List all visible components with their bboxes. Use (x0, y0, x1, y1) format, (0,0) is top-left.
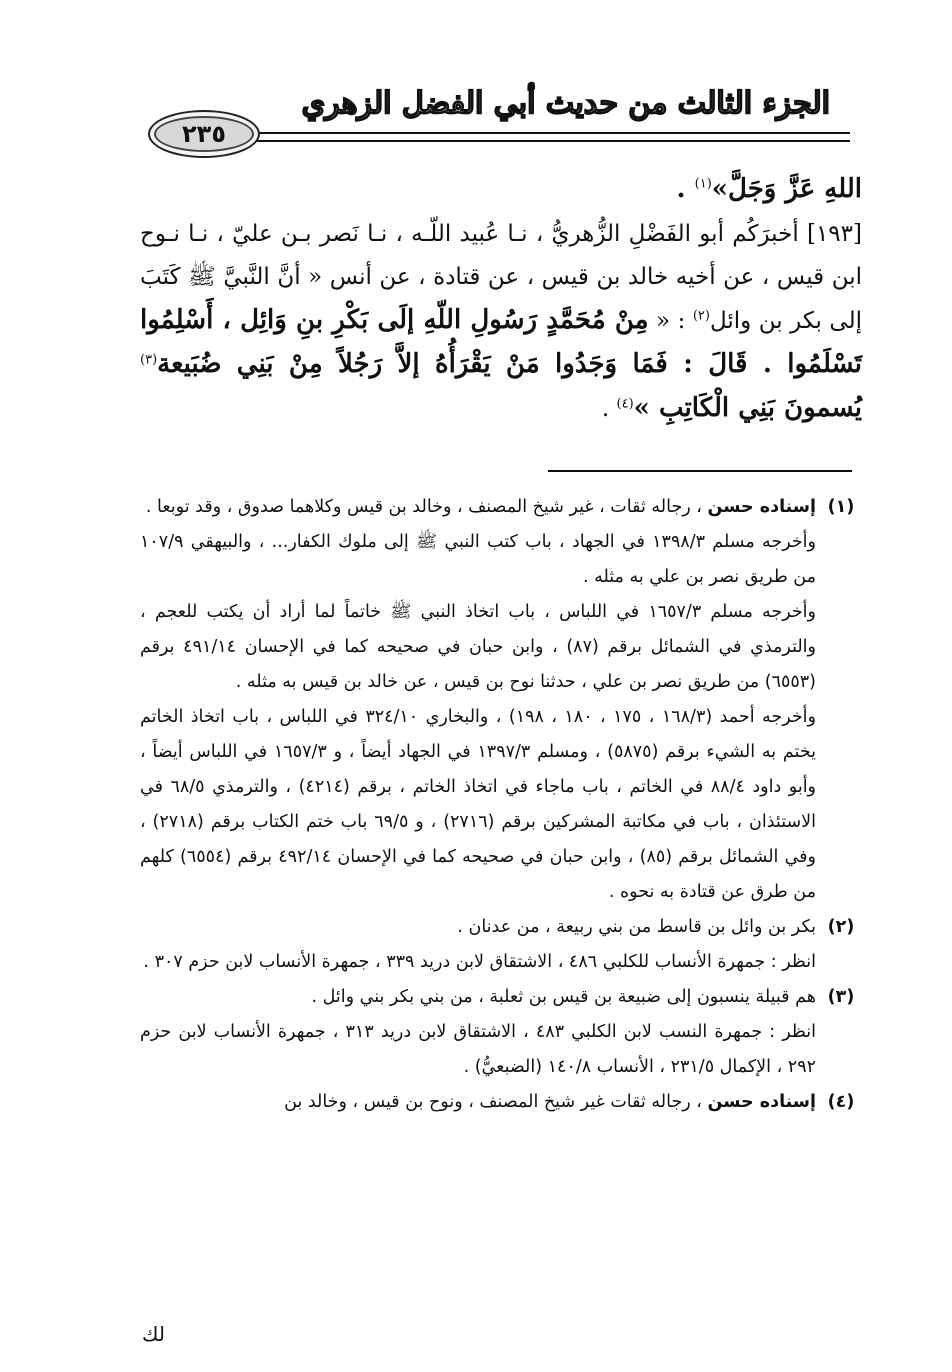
footnote-line (140, 1015, 816, 1085)
main-text (140, 168, 862, 431)
header-rule (200, 132, 850, 142)
footnote-text: انظر : جمهرة النسب لابن الكلبي ٤٨٣ ، الاشتقاق لابن دريد ٣١٣ ، جمهرة الأنساب لابن حزم ٢٩٢ ، الإكمال ٢٣١/٥ ، الأنساب ١٤٠/٨ (الضبعيُّ) . (140, 1022, 816, 1077)
matn-tail: يُسمونَ بَنِي الْكَاتِبِ » (633, 393, 862, 423)
footnote-text: وأخرجه أحمد (١٦٨/٣ ، ١٧٥ ، ١٨٠ ، ١٩٨) ، والبخاري ٣٢٤/١٠ في اللباس ، باب اتخاذ الخاتم يختم به الشيء برقم (٥٨٧٥) ، ومسلم ١٣٩٧/٣ في الجهاد أيضاً ، و ١٦٥٧/٣ في اللباس أيضاً ، وأبو داود ٨٨/٤ في الخاتم ، باب ماجاء في اتخاذ الخاتم ، برقم (٤٢١٤) ، والترمذي ٦٨/٥ في الاستئذان ، باب في مكاتبة المشركين برقم (٢٧١٦) ، و ٦٩/٥ باب ختم الكتاب برقم (٢٧١٨) ، وفي الشمائل برقم (٨٥) ، وابن حبان في صحيحه كما في الإحسان ٤٩٢/١٤ برقم (٦٥٥٤) كلهم من طرق عن قتادة به نحوه . (140, 707, 817, 902)
footnote-text: وأخرجه مسلم ١٦٥٧/٣ في اللباس ، باب اتخاذ النبي ﷺ خاتماً لما أراد أن يكتب للعجم ، والترمذي في الشمائل برقم (٨٧) ، وابن حبان في صحيحه كما في الإحسان ٤٩١/١٤ برقم (٦٥٥٣) من طريق نصر بن علي ، حدثنا نوح بن قيس ، عن خالد بن قيس به مثله . (140, 602, 816, 692)
footnote-line (140, 490, 816, 525)
footnote-line (140, 945, 816, 980)
footnote-divider (548, 470, 852, 472)
grade-label: إسناده حسن (707, 497, 816, 517)
running-header-title: الجزء الثالث من حديث أبي الفضل الزهري (301, 86, 830, 121)
footnote-line (140, 910, 816, 945)
punctuation: . (676, 174, 695, 204)
punctuation: . (601, 396, 617, 422)
footnote-text: ، رجاله ثقات ، غير شيخ المصنف ، وخالد بن قيس وكلاهما صدوق ، وقد توبعا . (145, 497, 708, 517)
footnote-line (140, 595, 816, 700)
page-number-badge (148, 110, 260, 158)
footnote-2 (140, 910, 862, 980)
matn-text: مِنْ مُحَمَّدٍ رَسُولِ اللّهِ إلَى بَكْرِ بنِ وَائِل ، أَسْلِمُوا تَسْلَمُوا . قَالَ : فَمَا وَجَدُوا مَنْ يَقْرَأُهُ إلاَّ رَجُلاً مِنْ بَنِي ضُبَيعة (140, 305, 862, 379)
isnad-text: أخبرَكُم أبو الفَضْلِ الزُّهريُّ ، نـا عُبيد اللّـه ، نـا نَصر بـن عليّ ، نـا نـوح ابن قيس ، عن أخيه خالد بن قيس ، عن قتادة ، عن أنس « أنَّ النَّبيَّ ﷺ كَتَبَ إلى بكر بن وائل (140, 221, 862, 334)
footnote-text: وأخرجه مسلم ١٣٩٨/٣ في الجهاد ، باب كتب النبي ﷺ إلى ملوك الكفار... ، والبيهقي ١٠٧/٩ من طريق نصر بن علي به مثله . (140, 532, 816, 587)
footnote-number: (٣) (827, 987, 855, 1007)
footnote-ref: (٢) (692, 308, 710, 324)
footnotes (140, 490, 862, 1120)
footnote-line (140, 1085, 816, 1120)
hadith-number: [١٩٣] (806, 221, 862, 247)
footnote-number: (١) (827, 497, 855, 517)
footnote-line (140, 525, 816, 595)
punctuation: : « (648, 308, 693, 334)
opening-line (140, 168, 862, 211)
footnote-3 (140, 980, 862, 1085)
hadith-paragraph (140, 213, 862, 431)
footnote-ref: (١) (694, 176, 712, 192)
grade-label: إسناده حسن (707, 1092, 816, 1112)
catchword: لك (142, 1322, 165, 1346)
page-number: ٢٣٥ (182, 120, 226, 148)
footnote-line (140, 700, 816, 910)
footnote-ref: (٤) (616, 396, 634, 412)
footnote-4 (140, 1085, 862, 1120)
footnote-number: (٤) (827, 1092, 855, 1112)
footnote-text: انظر : جمهرة الأنساب للكلبي ٤٨٦ ، الاشتقاق لابن دريد ٣٣٩ ، جمهرة الأنساب لابن حزم ٣٠٧ . (143, 952, 816, 972)
footnote-ref: (٣) (140, 352, 158, 368)
footnote-line (140, 980, 816, 1015)
footnote-text: هم قبيلة ينسبون إلى ضبيعة بن قيس بن ثعلبة ، من بني بكر بني وائل . (311, 987, 816, 1007)
footnote-number: (٢) (827, 917, 855, 937)
footnote-1 (140, 490, 862, 910)
footnote-text: بكر بن وائل بن قاسط من بني ربيعة ، من عدنان . (457, 917, 816, 937)
opening-phrase: اللهِ عَزَّ وَجَلَّ» (711, 174, 862, 204)
footnote-text: ، رجاله ثقات غير شيخ المصنف ، ونوح بن قيس ، وخالد بن (284, 1092, 708, 1112)
